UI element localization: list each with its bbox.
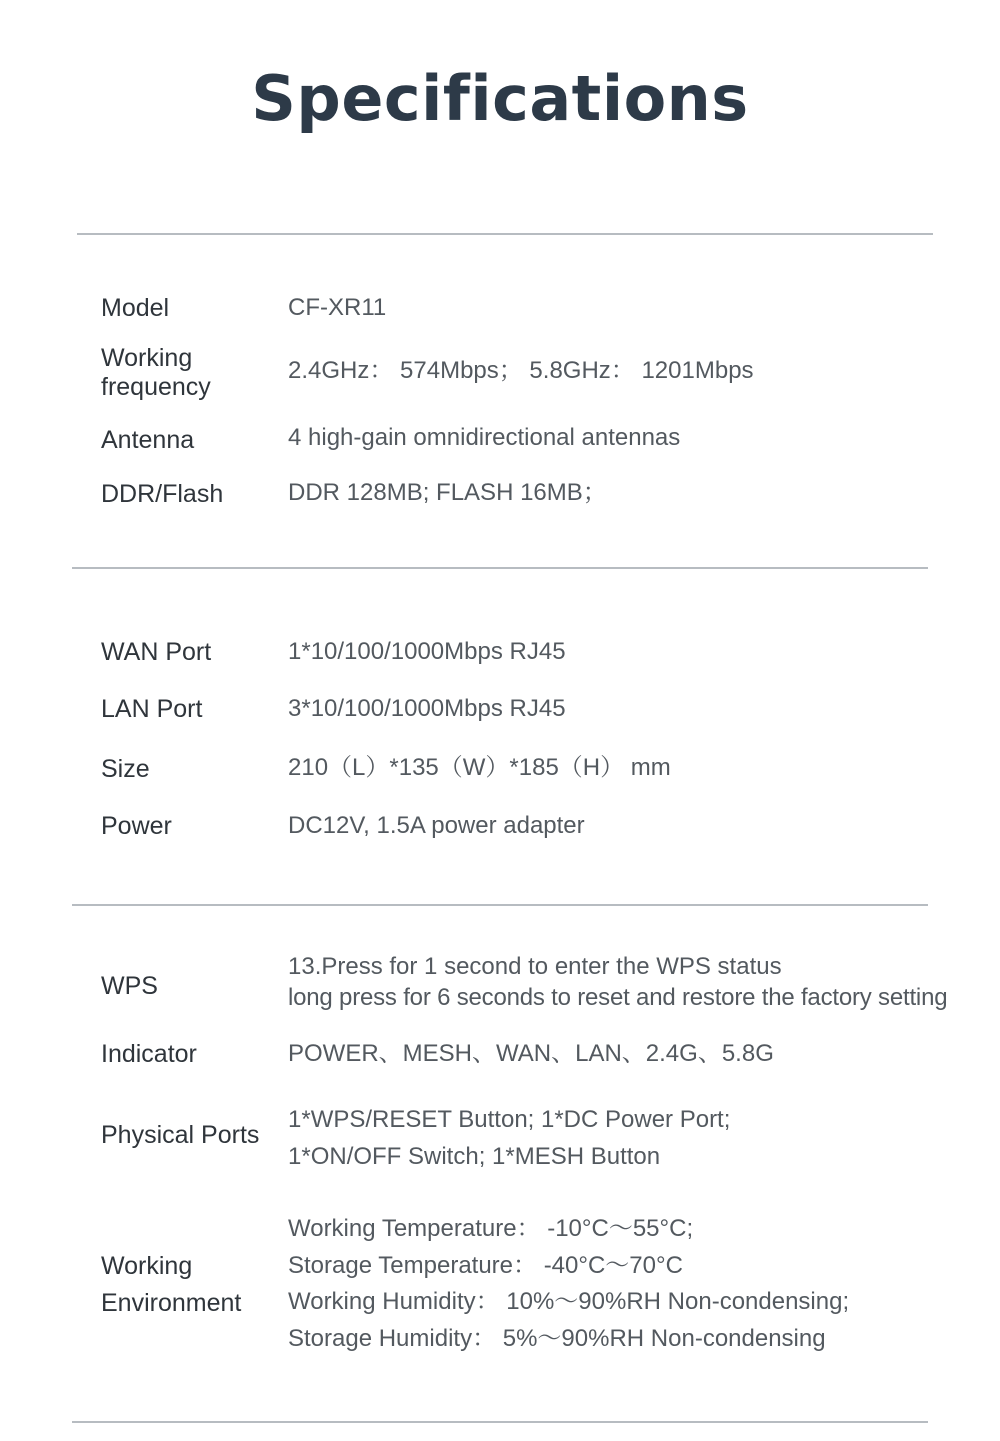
spec-label-wan-port: WAN Port xyxy=(101,638,212,666)
spec-label-wps: WPS xyxy=(101,972,158,1000)
spec-label-model: Model xyxy=(101,294,170,322)
spec-label-size: Size xyxy=(101,755,150,783)
divider xyxy=(72,904,928,906)
spec-label-indicator: Indicator xyxy=(101,1040,197,1068)
spec-label-working-environment-line2: Environment xyxy=(101,1289,242,1317)
spec-value-indicator: POWER、MESH、WAN、LAN、2.4G、5.8G xyxy=(288,1040,774,1067)
spec-value-working-environment-line1: Working Temperature： -10°C～55°C; xyxy=(288,1215,694,1242)
spec-value-wps-line2: long press for 6 seconds to reset and restore the factory setting xyxy=(288,984,948,1011)
spec-value-antenna: 4 high-gain omnidirectional antennas xyxy=(288,424,681,451)
spec-value-model: CF-XR11 xyxy=(288,294,387,321)
spec-value-wan-port: 1*10/100/1000Mbps RJ45 xyxy=(288,638,566,665)
spec-value-working-frequency: 2.4GHz： 574Mbps； 5.8GHz： 1201Mbps xyxy=(288,357,754,384)
spec-label-antenna: Antenna xyxy=(101,426,195,454)
spec-value-working-environment-line2: Storage Temperature： -40°C～70°C xyxy=(288,1252,683,1279)
spec-label-working-frequency-line2: frequency xyxy=(101,373,211,401)
spec-value-physical-ports-line1: 1*WPS/RESET Button; 1*DC Power Port; xyxy=(288,1106,731,1133)
divider xyxy=(77,233,933,235)
spec-value-wps-line1: 13.Press for 1 second to enter the WPS status xyxy=(288,953,782,980)
spec-value-working-environment-line3: Working Humidity： 10%～90%RH Non-condensing; xyxy=(288,1288,850,1315)
divider xyxy=(72,1421,928,1423)
spec-label-power: Power xyxy=(101,812,172,840)
spec-label-physical-ports: Physical Ports xyxy=(101,1121,260,1149)
spec-label-working-environment-line1: Working xyxy=(101,1252,193,1280)
spec-value-working-environment-line4: Storage Humidity： 5%～90%RH Non-condensing xyxy=(288,1325,826,1352)
page-title: Specifications xyxy=(251,62,749,135)
spec-label-working-frequency-line1: Working xyxy=(101,344,193,372)
spec-label-lan-port: LAN Port xyxy=(101,695,203,723)
spec-value-size: 210（L）*135（W）*185（H） mm xyxy=(288,754,671,781)
spec-value-lan-port: 3*10/100/1000Mbps RJ45 xyxy=(288,695,566,722)
spec-value-power: DC12V, 1.5A power adapter xyxy=(288,812,585,839)
divider xyxy=(72,567,928,569)
spec-value-physical-ports-line2: 1*ON/OFF Switch; 1*MESH Button xyxy=(288,1143,661,1170)
spec-label-ddr-flash: DDR/Flash xyxy=(101,480,224,508)
spec-value-ddr-flash: DDR 128MB; FLASH 16MB； xyxy=(288,479,607,506)
